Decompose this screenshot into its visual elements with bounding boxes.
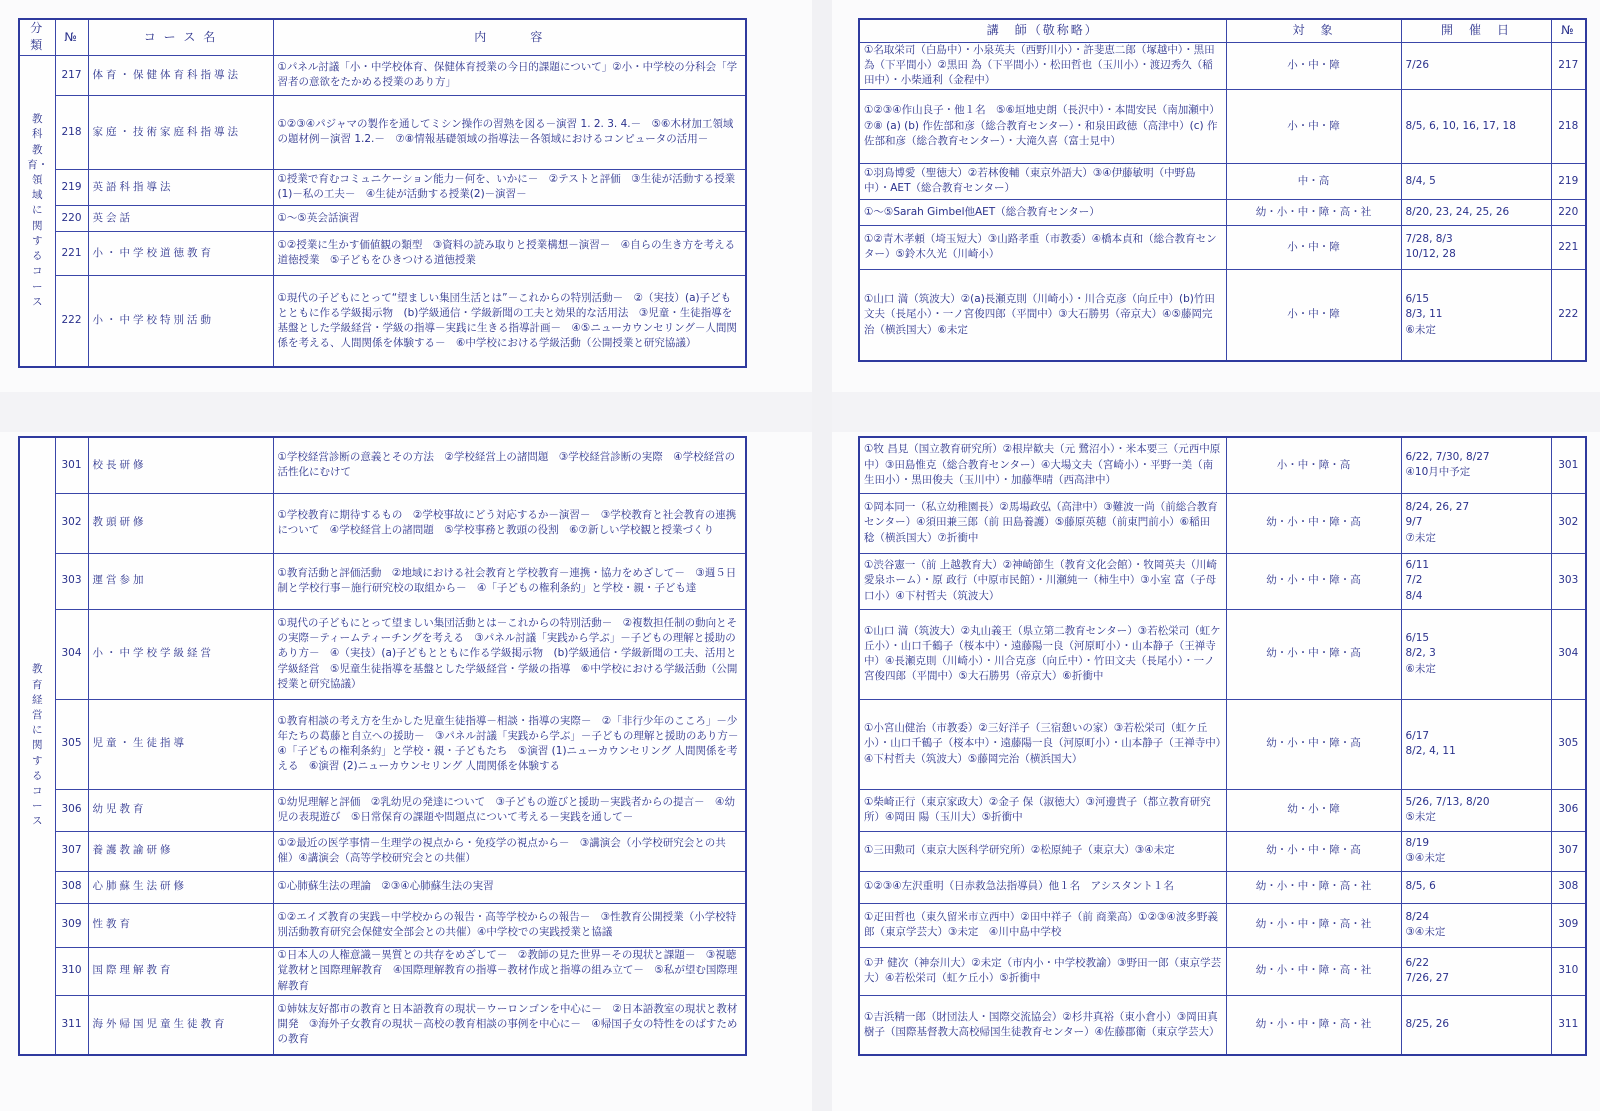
date-line: 9/7 [1405,516,1423,529]
table-row [19,553,746,609]
course-number: 219 [1551,163,1586,199]
right-top-table [858,18,1587,362]
date-cell [1401,699,1551,789]
date-cell [1401,437,1551,493]
lecturer-cell: ①②③④作山良子・他１名 ⑤⑥垣地史朗（長沢中）・本間安民（南加瀬中）⑦⑧ (a) (b) 作佐部和彦（総合教育センター）・和泉田政徳（高津中）(c) 作佐部和彦（総合教育センター）・大滝久喜（富士見中） [859,89,1226,163]
table-row [19,789,746,831]
lecturer-cell: ①羽鳥博愛（聖徳大）②若林俊輔（東京外語大）③④伊藤敏明（中野島中）・AET（総合教育センター） [859,163,1226,199]
target-cell: 小・中・障 [1226,43,1401,90]
table-row [19,275,746,367]
date-line: 6/22, 7/30, 8/27 [1405,451,1490,464]
course-number: 218 [1551,89,1586,163]
table-row [859,163,1586,199]
header-date: 開 催 日 [1401,19,1551,43]
date-line: 8/2, 4, 11 [1405,745,1456,757]
date-line: 8/25, 26 [1405,1018,1450,1031]
table-row [19,55,746,95]
table-row [19,493,746,553]
table-row [859,699,1586,789]
course-content: ①日本人の人権意識－異質との共存をめざして－ ②教師の見た世界－その現状と課題－ ③視聴覚教材と国際理解教育 ④国際理解教育の指導－教材作成と指導の組み立て－ ⑤私が望む国際理解教育 [273,947,746,995]
target-cell: 小・中・障・高 [1226,437,1401,493]
date-cell [1401,553,1551,609]
header-lecturer: 講 師（敬称略） [859,19,1226,43]
date-line: 6/15 [1405,293,1430,306]
course-name: 英会話 [88,205,273,231]
page-band [0,392,1600,432]
course-number: 310 [1551,947,1586,995]
course-number: 217 [55,55,88,95]
lecturer-cell: ①名取栄司（白島中）・小泉英夫（西野川小）・許斐恵二郎（塚越中）・黒田 為（下平間小）②黒田 為（下平間小）・松田哲也（玉川小）・渡辺秀久（稲田中）・小柴通利（金程中） [859,43,1226,90]
date-line: ③④未定 [1405,926,1446,938]
date-line: 8/24, 26, 27 [1405,501,1470,514]
course-name: 教頭研修 [88,493,273,553]
lecturer-cell: ①三田勲司（東京大医科学研究所）②松原純子（東京大）③④未定 [859,831,1226,871]
course-name: 小・中学校学級経営 [88,609,273,699]
course-content: ①～⑤英会話演習 [273,205,746,231]
course-content: ①パネル討議「小・中学校体育、保健体育授業の今日的課題について」②小・中学校の分科会「学習者の意欲をたかめる授業のあり方」 [273,55,746,95]
course-number: 218 [55,95,88,169]
table-row [19,205,746,231]
table-row [859,831,1586,871]
date-line: ③④未定 [1405,852,1446,864]
target-cell: 幼・小・中・障・高 [1226,699,1401,789]
header-no: № [55,19,88,55]
date-cell [1401,995,1551,1055]
course-content: ①授業で育むコミュニケーション能力－何を、いかに－ ②テストと評価 ③生徒が活動する授業(1)－私の工夫－ ④生徒が活動する授業(2)－演習－ [273,169,746,205]
target-cell: 幼・小・中・障・高・社 [1226,903,1401,947]
course-name: 養護教諭研修 [88,831,273,871]
lecturer-cell: ①②青木孝頼（埼玉短大）③山路孝重（市教委）④橋本貞和（総合教育センター）⑤鈴木久光（川崎小） [859,225,1226,269]
course-number: 305 [55,699,88,789]
target-cell: 幼・小・中・障・高・社 [1226,199,1401,225]
course-content: ①姉妹友好都市の教育と日本語教育の現状－ウーロンゴンを中心に－ ②日本語教室の現状と教材開発 ③海外子女教育の現状－高校の教育相談の事例を中心に－ ④帰国子女の特性をのばすための教育 [273,995,746,1055]
table-row [859,995,1586,1055]
lecturer-cell: ①疋田哲也（東久留米市立西中）②田中祥子（前 商業高）①②③④波多野義郎（東京学芸大）③未定 ④川中島中学校 [859,903,1226,947]
course-number: 309 [55,903,88,947]
course-number: 311 [1551,995,1586,1055]
left-bottom-table [18,436,747,1056]
course-number: 221 [1551,225,1586,269]
course-number: 310 [55,947,88,995]
course-content: ①教育相談の考え方を生かした児童生徒指導－相談・指導の実際－ ②「非行少年のこころ」－少年たちの葛藤と自立への援助－ ③パネル討議「実践から学ぶ」－子どもの理解と援助のあり方－ ④「子どもの権利条約」と学校・親・子どもたち ⑤演習 (1)ニューカウンセリング 人間関係を考える ⑥演習 (2)ニューカウンセリング 人間関係を体験する [273,699,746,789]
course-number: 302 [1551,493,1586,553]
date-line: ⑦未定 [1405,531,1436,544]
course-number: 308 [55,871,88,903]
date-line: 8/2, 3 [1405,647,1436,660]
date-cell [1401,163,1551,199]
table-row [19,903,746,947]
table-row [859,609,1586,699]
course-number: 220 [55,205,88,231]
date-line: 7/2 [1405,574,1423,587]
header-course: コ ー ス 名 [88,19,273,55]
course-name: 小・中学校道徳教育 [88,231,273,275]
category-label: 教科教育・領域に関するコース [27,113,49,308]
course-name: 家庭・技術家庭科指導法 [88,95,273,169]
lecturer-cell: ①吉浜精一郎（財団法人・国際交流協会）②杉井真裕（東小倉小）③岡田真樹子（国際基督教大高校帰国生徒教育センター）④佐藤郡衛（東京学芸大） [859,995,1226,1055]
lecturer-cell: ①～⑤Sarah Gimbel他AET（総合教育センター） [859,199,1226,225]
course-number: 306 [1551,789,1586,831]
target-cell: 幼・小・障 [1226,789,1401,831]
date-line: ⑥未定 [1405,662,1436,675]
date-line: 10/12, 28 [1405,248,1456,261]
table-row [859,269,1586,361]
course-content: ①②エイズ教育の実践－中学校からの報告・高等学校からの報告－ ③性教育公開授業（小学校特別活動教育研究会保健安全部会との共催）④中学校での実践授業と協議 [273,903,746,947]
header-category: 分類 [19,19,55,55]
course-content: ①②授業に生かす価値観の類型 ③資料の読み取りと授業構想－演習－ ④自らの生き方を考える道徳授業 ⑤子どもをひきつける道徳授業 [273,231,746,275]
table-row [859,903,1586,947]
category-cell [19,55,55,367]
date-line: 6/11 [1405,559,1430,572]
target-cell: 幼・小・中・障・高 [1226,553,1401,609]
lecturer-cell: ①柴崎正行（東京家政大）②金子 保（淑徳大）③河邊貴子（都立教育研究所）④岡田 陽（玉川大）⑤折衝中 [859,789,1226,831]
target-cell: 幼・小・中・障・高・社 [1226,871,1401,903]
lecturer-cell: ①山口 満（筑波大）②丸山義王（県立第二教育センター）③若松栄司（虹ケ丘小）・山口千鶴子（桜本中）・遠藤陽一良（河原町小）・山本静子（王禅寺中）④長瀬克則（川崎小）・川合克彦（向丘中）・竹田文夫（長尾小）・一ノ宮俊四郎（平間中）⑤大石勝男（帝京大）⑥折衝中 [859,609,1226,699]
course-content: ①現代の子どもにとって望ましい集団活動とは－これからの特別活動－ ②複数担任制の動向とその実際－ティームティーチングを考える ③パネル討議「実践から学ぶ」－子どもの理解と援助のあり方－ ④（実技）(a)子どもとともに作る学級掲示物 (b)学級通信・学級新聞の工夫、活用と学級経営 ⑤児童生徒指導を基盤とした学級経営・学級の指導 ⑥中学校における学級活動（公開授業と研究協議） [273,609,746,699]
course-number: 307 [1551,831,1586,871]
course-number: 311 [55,995,88,1055]
course-number: 303 [55,553,88,609]
course-name: 幼児教育 [88,789,273,831]
course-number: 307 [55,831,88,871]
date-line: 7/28, 8/3 [1405,232,1453,245]
category-cell [19,437,55,1055]
course-name: 児童・生徒指導 [88,699,273,789]
table-row [859,225,1586,269]
header-row [19,19,746,55]
target-cell: 小・中・障 [1226,269,1401,361]
course-number: 304 [55,609,88,699]
date-cell [1401,903,1551,947]
table-row [19,437,746,493]
course-content: ①学校経営診断の意義とその方法 ②学校経営上の諸問題 ③学校経営診断の実際 ④学校経営の活性化にむけて [273,437,746,493]
course-name: 心肺蘇生法研修 [88,871,273,903]
date-cell [1401,199,1551,225]
course-number: 301 [55,437,88,493]
course-number: 308 [1551,871,1586,903]
date-line: 8/4 [1405,589,1423,602]
date-line: 8/4, 5 [1405,174,1436,187]
target-cell: 幼・小・中・障・高・社 [1226,995,1401,1055]
table-row [19,871,746,903]
table-row [19,609,746,699]
table-row [859,789,1586,831]
date-cell [1401,609,1551,699]
table-row [859,199,1586,225]
date-line: 5/26, 7/13, 8/20 [1405,795,1490,808]
lecturer-cell: ①尹 健次（神奈川大）②未定（市内小・中学校教諭）③野田一郎（東京学芸大）④若松栄司（虹ケ丘小）⑤折衝中 [859,947,1226,995]
target-cell: 幼・小・中・障・高 [1226,609,1401,699]
date-line: ⑤未定 [1405,811,1436,823]
date-line: 8/20, 23, 24, 25, 26 [1405,205,1510,218]
course-number: 220 [1551,199,1586,225]
target-cell: 幼・小・中・障・高 [1226,831,1401,871]
course-content: ①心肺蘇生法の理論 ②③④心肺蘇生法の実習 [273,871,746,903]
course-number: 217 [1551,43,1586,90]
table-row [859,89,1586,163]
date-line: ⑥未定 [1405,323,1436,336]
target-cell: 幼・小・中・障・高 [1226,493,1401,553]
course-number: 306 [55,789,88,831]
date-line: ④10月中予定 [1405,466,1471,479]
date-cell [1401,871,1551,903]
table-row [19,95,746,169]
date-cell [1401,225,1551,269]
course-number: 309 [1551,903,1586,947]
table-row [859,493,1586,553]
course-number: 302 [55,493,88,553]
date-cell [1401,789,1551,831]
date-line: 6/22 [1405,956,1430,969]
lecturer-cell: ①②③④左沢重明（日赤救急法指導員）他１名 アシスタント１名 [859,871,1226,903]
course-number: 305 [1551,699,1586,789]
lecturer-cell: ①牧 昌見（国立教育研究所）②根岸歓夫（元 鷺沼小）・米本要三（元西中原中）③田島惟克（総合教育センター）④大場文夫（宮崎小）・平野一美（南生田小）・黒田俊夫（玉川中）・加藤準晴（西高津中） [859,437,1226,493]
date-cell [1401,493,1551,553]
table-row [19,699,746,789]
course-number: 222 [55,275,88,367]
page-gutter [812,0,832,1111]
table-row [19,995,746,1055]
course-name: 校長研修 [88,437,273,493]
course-number: 303 [1551,553,1586,609]
course-name: 体育・保健体育科指導法 [88,55,273,95]
course-number: 219 [55,169,88,205]
category-label: 教育経営に関するコース [32,663,43,828]
course-name: 運営参加 [88,553,273,609]
date-line: 8/5, 6, 10, 16, 17, 18 [1405,119,1516,132]
table-row [19,831,746,871]
course-content: ①②③④パジャマの製作を通してミシン操作の習熟を図る－演習 1. 2. 3. 4.－ ⑤⑥木材加工領域の題材例－演習 1.2.－ ⑦⑧情報基礎領域の指導法－各領域におけるコンピュータの活用－ [273,95,746,169]
course-name: 性教育 [88,903,273,947]
date-line: 6/15 [1405,632,1430,645]
target-cell: 小・中・障 [1226,225,1401,269]
course-name: 小・中学校特別活動 [88,275,273,367]
course-content: ①教育活動と評価活動 ②地域における社会教育と学校教育－連携・協力をめざして－ ③週５日制と学校行事－施行研究校の取組から－ ④「子どもの権利条約」と学校・親・子ども達 [273,553,746,609]
date-line: 8/3, 11 [1405,308,1443,321]
table-row [859,947,1586,995]
table-row [19,231,746,275]
course-name: 英語科指導法 [88,169,273,205]
header-content: 内 容 [273,19,746,55]
date-cell [1401,43,1551,90]
date-cell [1401,269,1551,361]
target-cell: 中・高 [1226,163,1401,199]
date-cell [1401,831,1551,871]
course-name: 国際理解教育 [88,947,273,995]
header-target: 対 象 [1226,19,1401,43]
course-name: 海外帰国児童生徒教育 [88,995,273,1055]
right-bottom-table [858,436,1587,1056]
course-content: ①幼児理解と評価 ②乳幼児の発達について ③子どもの遊びと援助－実践者からの提言－ ④幼児の表現遊び ⑤日常保育の課題や問題点について考える－実践を通して－ [273,789,746,831]
course-number: 222 [1551,269,1586,361]
course-number: 301 [1551,437,1586,493]
lecturer-cell: ①山口 満（筑波大）②(a)長瀬克則（川崎小）・川合克彦（向丘中）(b)竹田文夫（長尾小）・一ノ宮俊四郎（平間中）③大石勝男（帝京大）④⑤藤岡完治（横浜国大）⑥未定 [859,269,1226,361]
date-line: 6/17 [1405,729,1430,742]
header-row [859,19,1586,43]
table-row [859,437,1586,493]
course-content: ①学校教育に期待するもの ②学校事故にどう対応するか－演習－ ③学校教育と社会教育の連携について ④学校経営上の諸問題 ⑤学校事務と教頭の役割 ⑥⑦新しい学校観と授業づくり [273,493,746,553]
date-line: 7/26, 27 [1405,972,1450,984]
course-number: 221 [55,231,88,275]
table-row [859,553,1586,609]
header-no: № [1551,19,1586,43]
table-row [19,169,746,205]
date-line: 8/19 [1405,836,1430,849]
target-cell: 幼・小・中・障・高・社 [1226,947,1401,995]
date-line: 8/5, 6 [1405,880,1436,893]
table-row [19,947,746,995]
date-cell [1401,89,1551,163]
left-top-table [18,18,747,368]
course-number: 304 [1551,609,1586,699]
lecturer-cell: ①小宮山健治（市教委）②三好洋子（三宿憩いの家）③若松栄司（虹ケ丘小）・山口千鶴子（桜本中）・遠藤陽一良（河原町小）・山本静子（王禅寺中）④下村哲夫（筑波大）⑤藤岡完治（横浜国大） [859,699,1226,789]
date-line: 7/26 [1405,59,1430,72]
course-content: ①現代の子どもにとって“望ましい集団生活とは”－これからの特別活動－ ②（実技）(a)子どもとともに作る学級掲示物 (b)学級通信・学級新聞の工夫と効果的な活用法 ③児童・生徒指導を基盤とした学級経営・学級の指導－実践に生きる指導計画－ ④⑤ニューカウンセリング－人間関係を考える、人間関係を体験する－ ⑥中学校における学級活動（公開授業と研究協議） [273,275,746,367]
table-row [859,43,1586,90]
table-row [859,871,1586,903]
lecturer-cell: ①岡本同一（私立幼稚園長）②馬場政弘（高津中）③難波一尚（前総合教育センター）④須田兼三郎（前 田島養護）⑤藤原英穂（前東門前小）⑥稲田 稔（横浜国大）⑦折衝中 [859,493,1226,553]
date-cell [1401,947,1551,995]
date-line: 8/24 [1405,910,1430,923]
lecturer-cell: ①渋谷憲一（前 上越教育大）②神崎節生（教育文化会館）・牧岡英夫（川崎愛泉ホーム）・原 政行（中原市民館）・川瀬純一（柿生中）③小室 富（子母口小）④下村哲夫（筑波大） [859,553,1226,609]
course-content: ①②最近の医学事情－生理学の視点から・免疫学の視点から－ ③講演会（小学校研究会との共催）④講演会（高等学校研究会との共催） [273,831,746,871]
target-cell: 小・中・障 [1226,89,1401,163]
